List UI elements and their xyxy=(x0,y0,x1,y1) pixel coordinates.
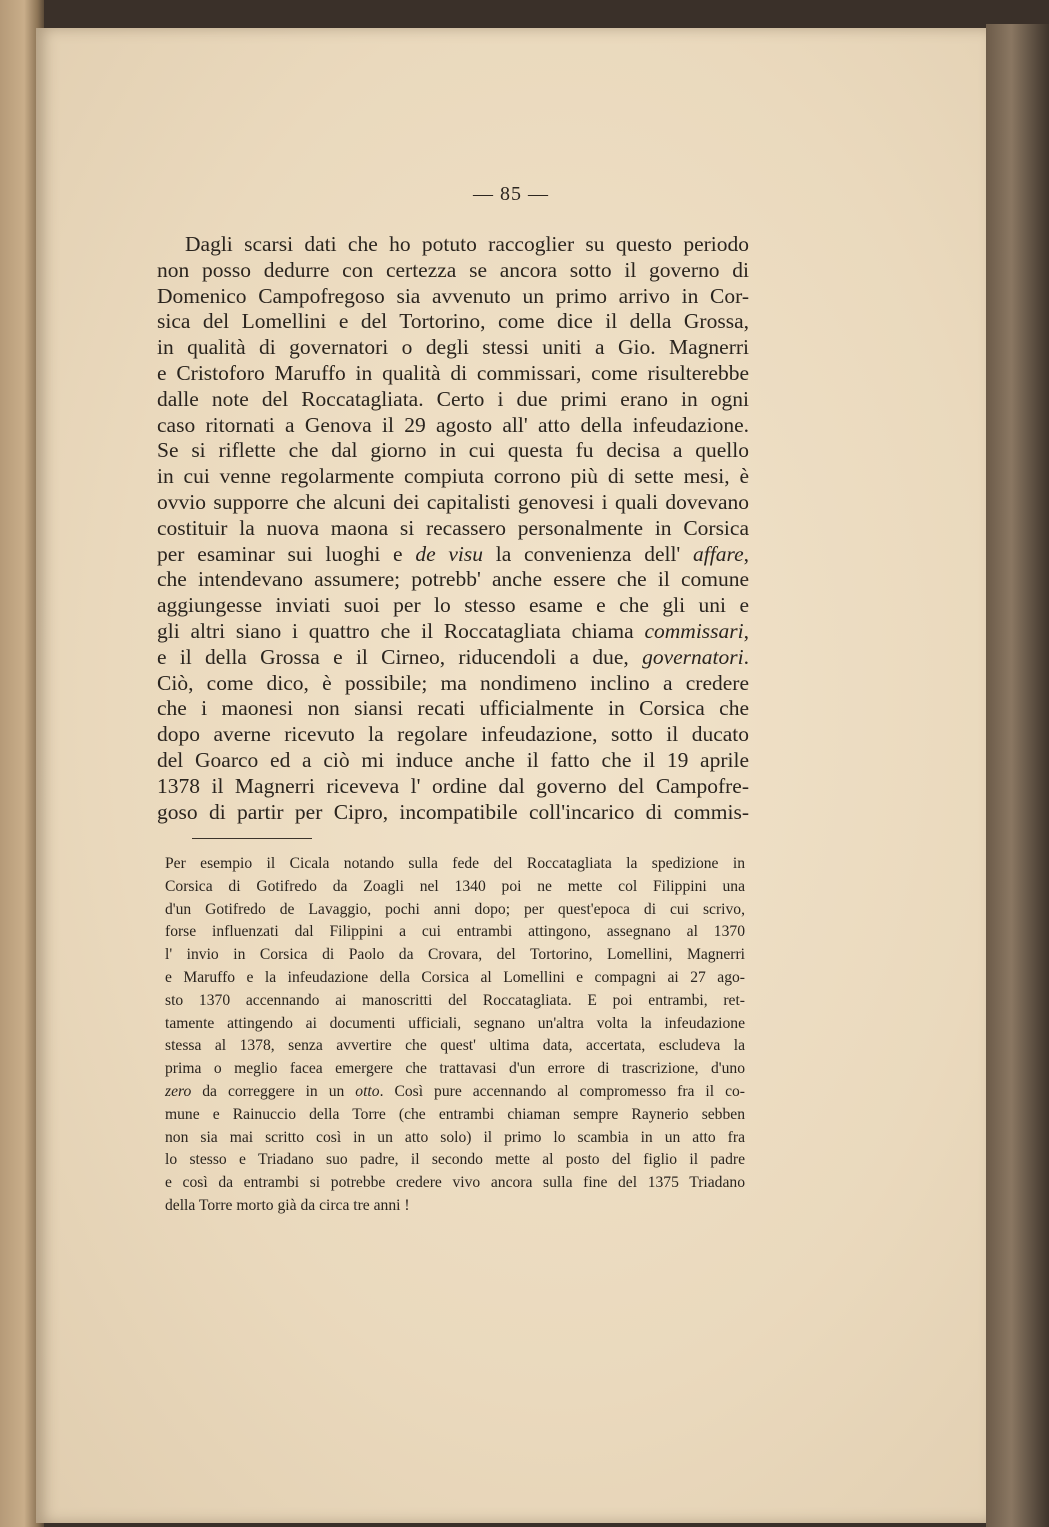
body-line: del Goarco ed a ciò mi induce anche il fatto che il 19 aprile xyxy=(157,747,749,772)
footnote-line: lo stesso e Triadano suo padre, il secondo mette al posto del figlio il padre xyxy=(165,1151,745,1169)
footnote-line: stessa al 1378, senza avvertire che quest' ultima data, accertata, escludeva la xyxy=(165,1037,745,1055)
body-line: e il della Grossa e il Cirneo, riducendoli a due, governatori. xyxy=(157,644,749,669)
footnote-line: tamente attingendo ai documenti ufficiali, segnano un'altra volta la infeudazione xyxy=(165,1014,745,1032)
footnote-line: mune e Rainuccio della Torre (che entrambi chiaman sempre Raynerio sebben xyxy=(165,1105,745,1123)
body-line: Se si riflette che dal giorno in cui questa fu decisa a quello xyxy=(157,438,749,463)
footnote xyxy=(165,853,745,1218)
body-line: caso ritornati a Genova il 29 agosto all' atto della infeudazione. xyxy=(157,412,749,437)
body-line: ovvio supporre che alcuni dei capitalisti genovesi i quali dovevano xyxy=(157,489,749,514)
body-line: goso di partir per Cipro, incompatibile coll'incarico di commis- xyxy=(157,799,749,824)
body-line: che intendevano assumere; potrebb' anche essere che il comune xyxy=(157,567,749,592)
footnote-line: zero da correggere in un otto. Così pure accennando al compromesso fra il co- xyxy=(165,1082,745,1100)
body-line: e Cristoforo Maruffo in qualità di commissari, come risulterebbe xyxy=(157,360,749,385)
body-line: in qualità di governatori o degli stessi uniti a Gio. Magnerri xyxy=(157,335,749,360)
body-line: dopo averne ricevuto la regolare infeudazione, sotto il ducato xyxy=(157,722,749,747)
footnote-separator-rule xyxy=(192,838,312,839)
footnote-line: non sia mai scritto così in un atto solo) il primo lo scambia in un atto fra xyxy=(165,1128,745,1146)
footnote-line: della Torre morto già da circa tre anni ! xyxy=(165,1196,410,1214)
body-line: Ciò, come dico, è possibile; ma nondimeno inclino a credere xyxy=(157,670,749,695)
body-line: per esaminar sui luoghi e de visu la convenienza dell' affare, xyxy=(157,541,749,566)
body-line: non posso dedurre con certezza se ancora sotto il governo di xyxy=(157,257,749,282)
body-line: Dagli scarsi dati che ho potuto raccoglier su questo periodo xyxy=(185,232,749,256)
body-line: costituir la nuova maona si recassero personalmente in Corsica xyxy=(157,515,749,540)
footnote-line: forse influenzati dal Filippini a cui entrambi attingono, assegnano al 1370 xyxy=(165,923,745,941)
body-line: aggiungesse inviati suoi per lo stesso esame e che gli uni e xyxy=(157,593,749,618)
footnote-line: Corsica di Gotifredo da Zoagli nel 1340 poi ne mette col Filippini una xyxy=(165,877,745,895)
footnote-line: d'un Gotifredo de Lavaggio, pochi anni dopo; per quest'epoca di cui scrivo, xyxy=(165,900,745,918)
footnote-line: l' invio in Corsica di Paolo da Crovara, del Tortorino, Lomellini, Magnerri xyxy=(165,946,745,964)
body-line: 1378 il Magnerri riceveva l' ordine dal governo del Campofre- xyxy=(157,773,749,798)
page-number: — 85 — xyxy=(473,183,549,205)
body-paragraph xyxy=(157,232,749,825)
body-line: che i maonesi non siansi recati ufficialmente in Corsica che xyxy=(157,696,749,721)
footnote-line: e Maruffo e la infeudazione della Corsica al Lomellini e compagni ai 27 ago- xyxy=(165,968,745,986)
footnote-line: Per esempio il Cicala notando sulla fede del Roccatagliata la spedizione in xyxy=(165,855,745,872)
footnote-line: sto 1370 accennando ai manoscritti del Roccatagliata. E poi entrambi, ret- xyxy=(165,991,745,1009)
body-line: in cui venne regolarmente compiuta corrono più di sette mesi, è xyxy=(157,464,749,489)
body-line: Domenico Campofregoso sia avvenuto un primo arrivo in Cor- xyxy=(157,283,749,308)
body-line: gli altri siano i quattro che il Roccatagliata chiama commissari, xyxy=(157,618,749,643)
footnote-line: prima o meglio facea emergere che trattavasi d'un errore di trascrizione, d'uno xyxy=(165,1060,745,1078)
right-page-edge xyxy=(986,24,1049,1527)
footnote-line: e così da entrambi si potrebbe credere vivo ancora sulla fine del 1375 Triadano xyxy=(165,1174,745,1192)
body-line: dalle note del Roccatagliata. Certo i due primi erano in ogni xyxy=(157,386,749,411)
body-line: sica del Lomellini e del Tortorino, come dice il della Grossa, xyxy=(157,309,749,334)
